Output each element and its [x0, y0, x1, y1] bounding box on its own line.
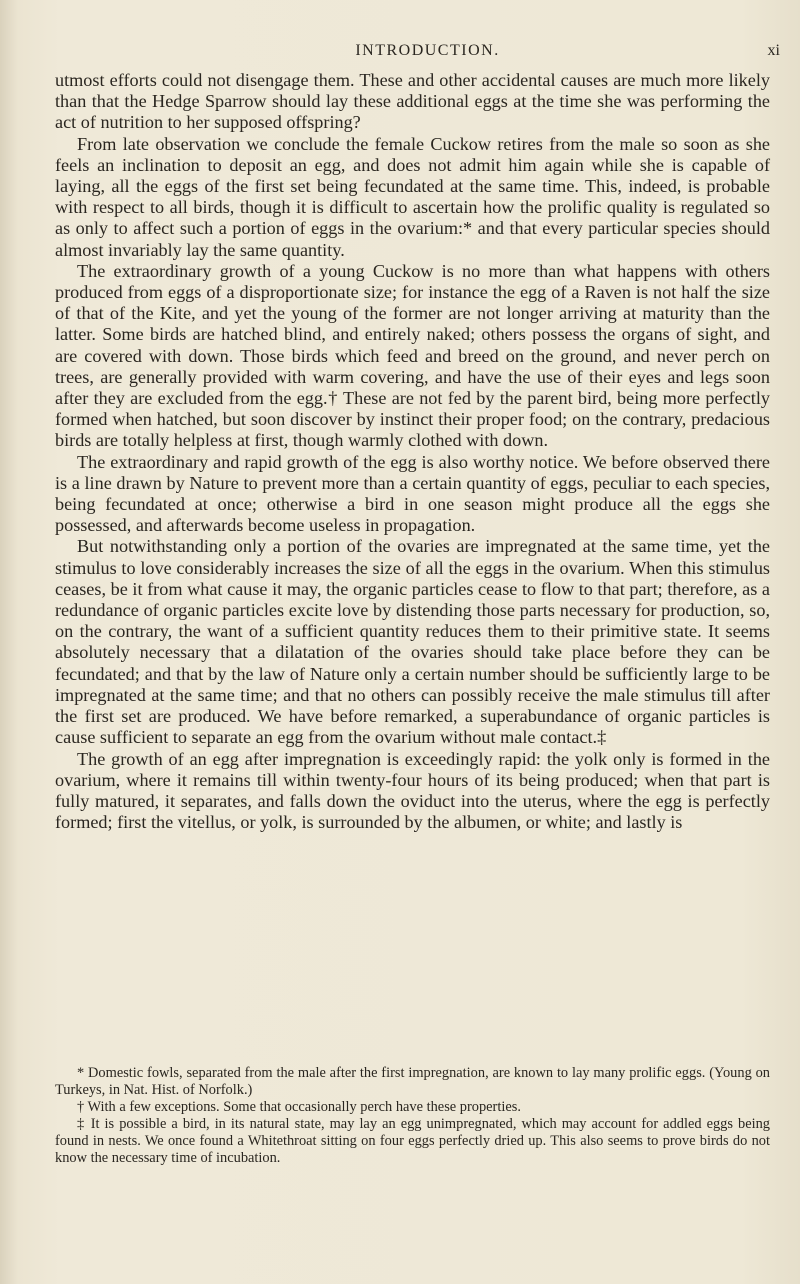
- paragraph: The extraordinary and rapid growth of the egg is also worthy notice. We before observed there is a line drawn by Nature to prevent more than a certain quantity of eggs, peculiar to each species, being fecundated at once; otherwise a bird in one season might produce all the eggs she possessed, and afterwards become useless in propagation.: [55, 451, 770, 536]
- page-number: xi: [767, 42, 780, 59]
- paragraph: The growth of an egg after impregnation is exceedingly rapid: the yolk only is formed in the ovarium, where it remains till within twenty-four hours of its being produced; when that part is fully matured, it separates, and falls down the oviduct into the uterus, where the egg is perfectly formed; first the vitellus, or yolk, is surrounded by the albumen, or white; and lastly is: [55, 748, 770, 833]
- footnote: † With a few exceptions. Some that occasionally perch have these properties.: [77, 1099, 521, 1115]
- footnotes: [55, 1065, 770, 1167]
- paragraph: utmost efforts could not disengage them. These and other accidental causes are much more likely than that the Hedge Sparrow should lay these additional eggs at the time she was performing the act of nutrition to her supposed offspring?: [55, 70, 770, 133]
- paragraph: But notwithstanding only a portion of the ovaries are impregnated at the same time, yet the stimulus to love considerably increases the size of all the eggs in the ovarium. When this stimulus ceases, be it from what cause it may, the organic particles cease to flow to that part; therefore, as a redundance of organic particles excite love by distending those parts necessary for production, so, on the contrary, the want of a sufficient quantity reduces them to their primitive state. It seems absolutely necessary that a dilatation of the ovaries should take place before they can be fecundated; and that by the law of Nature only a certain number should be sufficiently large to be impregnated at the same time; and that no others can possibly receive the male stimulus till after the first set are produced. We have before remarked, a superabundance of organic particles is cause sufficient to separate an egg from the ovarium without male contact.‡: [55, 536, 770, 748]
- footnote: * Domestic fowls, separated from the male after the first impregnation, are known to lay many prolific eggs. (Young on Turkeys, in Nat. Hist. of Norfolk.): [55, 1065, 770, 1098]
- page-header: [55, 36, 800, 66]
- paragraph: From late observation we conclude the female Cuckow retires from the male so soon as she feels an inclination to deposit an egg, and does not admit him again while she is capable of laying, all the eggs of the first set being fecundated at the same time. This, indeed, is probable with respect to all birds, though it is difficult to ascertain how the prolific quality is regulated so as only to affect such a portion of eggs in the ovarium:* and that every particular species should almost invariably lay the same quantity.: [55, 133, 770, 260]
- paragraph: The extraordinary growth of a young Cuckow is no more than what happens with others produced from eggs of a disproportionate size; for instance the egg of a Raven is not half the size of that of the Kite, and yet the young of the former are not longer arriving at maturity than the latter. Some birds are hatched blind, and entirely naked; others possess the organs of sight, and are covered with down. Those birds which feed and breed on the ground, and never perch on trees, are generally provided with warm covering, and have the use of their eyes and legs soon after they are excluded from the egg.† These are not fed by the parent bird, being more perfectly formed when hatched, but soon discover by instinct their proper food; on the contrary, predacious birds are totally helpless at first, though warmly clothed with down.: [55, 260, 770, 451]
- footnote: ‡ It is possible a bird, in its natural state, may lay an egg unimpregnated, which may account for addled eggs being found in nests. We once found a Whitethroat sitting on four eggs perfectly dried up. This also seems to prove birds do not know the necessary time of incubation.: [55, 1116, 770, 1166]
- body-text: [55, 70, 770, 833]
- running-head: INTRODUCTION.: [355, 42, 500, 59]
